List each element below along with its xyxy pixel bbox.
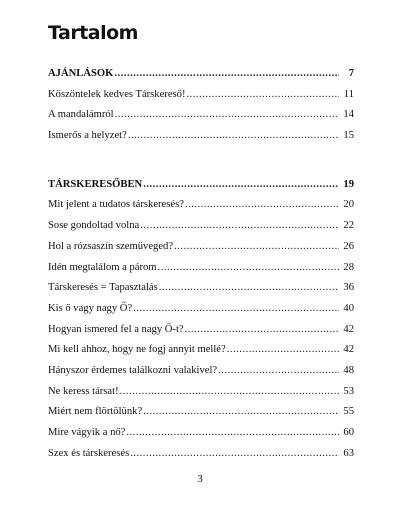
- toc-entry[interactable]: [48, 105, 354, 126]
- toc-entry-page: 20: [343, 199, 354, 211]
- page-title: Tartalom: [48, 22, 138, 44]
- toc-entry-label: Szex és társkeresés: [48, 447, 130, 459]
- toc-entry-page: 48: [343, 364, 354, 376]
- toc-entry-label: Ne keress társat!: [48, 385, 119, 397]
- toc-entry-label: Hol a rózsaszín szemüveged?: [48, 240, 174, 252]
- dot-leader: [227, 340, 339, 361]
- toc-entry-label: Mit jelent a tudatos társkeresés?: [48, 199, 184, 211]
- toc-entry[interactable]: [48, 382, 354, 403]
- toc-entry-page: 42: [343, 323, 354, 335]
- dot-leader: [158, 258, 339, 279]
- toc-section-header[interactable]: [48, 64, 354, 85]
- dot-leader: [185, 195, 339, 216]
- toc-entry-page: 28: [343, 261, 354, 273]
- page-number: 3: [197, 473, 203, 485]
- toc-entry-page: 60: [343, 427, 354, 438]
- toc-entry[interactable]: [48, 320, 354, 341]
- toc-entry-page: 26: [343, 240, 354, 252]
- toc-entry-label: Sose gondoltad volna: [48, 220, 140, 232]
- toc-section-tarskeresoben: [48, 175, 354, 465]
- dot-leader: [218, 361, 339, 382]
- toc-entry[interactable]: [48, 216, 354, 237]
- toc-entry-label: Mire vágyik a nő?: [48, 427, 126, 438]
- toc-entry-label: AJÁNLÁSOK: [48, 68, 114, 79]
- dot-leader: [126, 423, 339, 444]
- toc-entry-label: Ismerős a helyzet?: [48, 130, 127, 142]
- toc-entry[interactable]: [48, 85, 354, 106]
- table-of-contents: [48, 64, 354, 464]
- toc-entry-page: 36: [343, 282, 354, 294]
- toc-section-header[interactable]: [48, 175, 354, 196]
- toc-entry-label: Hányszor érdemes találkozni valakivel?: [48, 364, 218, 376]
- toc-entry[interactable]: [48, 444, 354, 465]
- toc-entry-page: 40: [343, 302, 354, 314]
- toc-entry-label: Köszöntelek kedves Társkereső!: [48, 88, 186, 100]
- toc-entry-label: Hogyan ismered fel a nagy Ő-t?: [48, 323, 184, 335]
- toc-entry[interactable]: [48, 402, 354, 423]
- dot-leader: [114, 64, 339, 85]
- toc-section-ajanlasok: [48, 64, 354, 147]
- toc-entry-page: 53: [343, 385, 354, 397]
- toc-entry-page: 19: [343, 178, 354, 190]
- toc-entry-page: 15: [343, 130, 354, 142]
- dot-leader: [120, 382, 339, 403]
- toc-entry[interactable]: [48, 278, 354, 299]
- toc-entry-page: 14: [343, 109, 354, 121]
- toc-entry-page: 63: [343, 447, 354, 459]
- dot-leader: [133, 299, 339, 320]
- toc-entry[interactable]: [48, 258, 354, 279]
- toc-entry[interactable]: [48, 237, 354, 258]
- toc-entry-page: 22: [343, 220, 354, 232]
- toc-entry-label: Miért nem flörtölünk?: [48, 406, 143, 418]
- toc-entry[interactable]: [48, 299, 354, 320]
- toc-entry-page: 55: [343, 406, 354, 418]
- toc-entry[interactable]: [48, 361, 354, 382]
- toc-entry-label: A mandalámról: [48, 109, 114, 121]
- dot-leader: [159, 278, 339, 299]
- toc-entry[interactable]: [48, 195, 354, 216]
- toc-entry-label: Kis ő vagy nagy Ő?: [48, 302, 133, 314]
- toc-entry-label: Társkeresés = Tapasztalás: [48, 282, 158, 294]
- dot-leader: [186, 85, 339, 106]
- dot-leader: [140, 216, 339, 237]
- toc-entry[interactable]: [48, 423, 354, 444]
- toc-entry-page: 11: [343, 88, 354, 100]
- toc-entry-label: TÁRSKERESŐBEN: [48, 178, 143, 190]
- dot-leader: [143, 175, 339, 196]
- dot-leader: [143, 402, 339, 423]
- section-spacer: [48, 147, 354, 175]
- dot-leader: [185, 320, 339, 341]
- dot-leader: [130, 444, 339, 465]
- toc-entry-page: 7: [348, 68, 354, 79]
- toc-entry[interactable]: [48, 340, 354, 361]
- toc-entry[interactable]: [48, 126, 354, 147]
- dot-leader: [174, 237, 339, 258]
- toc-entry-label: Idén megtalálom a párom: [48, 261, 157, 273]
- toc-entry-label: Mi kell ahhoz, hogy ne fogj annyit mellé?: [48, 344, 226, 356]
- dot-leader: [128, 126, 339, 147]
- dot-leader: [115, 105, 339, 126]
- toc-entry-page: 42: [343, 344, 354, 356]
